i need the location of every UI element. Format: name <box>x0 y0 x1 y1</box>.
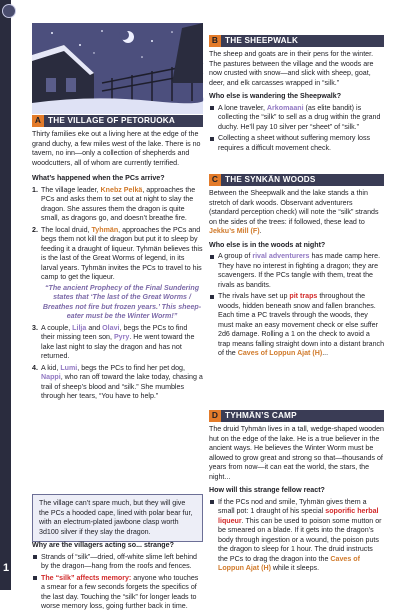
snowy-village-illustration <box>32 23 203 114</box>
section-c-body <box>209 189 384 361</box>
section-title: THE SHEEPWALK <box>225 35 299 45</box>
npc-name: Olavi <box>102 323 120 332</box>
page-number: 1 <box>2 562 10 575</box>
section-intro: Between the Sheepwalk and the lake stands a thin stretch of dark woods. Observant adventurers (standard perception check) will note the “silk” strands on the sides of the trees: if followed, these lead to Jekku’s Mill (F). <box>209 189 379 235</box>
section-d-body <box>209 425 384 576</box>
section-a-followup <box>32 539 203 614</box>
list-item: 2. The local druid, Tyhmän, approaches the PCs and begs them not kill the dragon but put it to sleep by feeding it a draught of liqueur. Tyhmän believes this is the last of the Great Worms of legend, in its larval years. Tyhmän invites the PCs to travel to his camp to get the liqueur. “The ancient Prophecy of the Final Sundering states that ‘The last of the Great Worms / Breathes not fire but frozen years.’ This sheep-eater must be the Winter Worm!” <box>32 225 203 320</box>
section-letter-badge: B <box>209 35 221 47</box>
npc-name: Lilja <box>72 323 87 332</box>
npc-name: Nappi <box>41 373 61 381</box>
section-title: THE VILLAGE OF PETORUOKA <box>48 115 176 125</box>
compass-emblem-icon <box>2 4 16 18</box>
bullet-list <box>209 252 384 359</box>
section-a-body <box>32 130 203 404</box>
section-question: Who else is wandering the Sheepwalk? <box>209 92 342 100</box>
location-link[interactable]: Jekku’s Mill (F) <box>209 227 260 235</box>
section-title: TYHMÄN’S CAMP <box>225 410 297 420</box>
callout-box: The village can’t spare much, but they will give the PCs a hooded cape, lined with polar bear fur, with an electrum-plated jawbone clasp worth 3d100 silver if they slay the dragon. <box>32 494 203 542</box>
section-question: Why are the villagers acting so... strange? <box>32 541 174 549</box>
list-item: The “silk” affects memory: anyone who touches a smear for a few seconds forgets the specifics of the last day. Touching the “silk” for longer leads to worse memory loss, going further back in time. <box>32 574 203 612</box>
page-side-band <box>0 0 11 590</box>
section-b-body <box>209 50 384 155</box>
bullet-list <box>32 553 203 612</box>
list-item: 1. The village leader, Knebz Pelkä, approaches the PCs and asks them to set out at night to slay the dragon. She assures them the dragon is quite small, as dragons go, and doesn’t breathe fire. <box>32 185 196 222</box>
location-link[interactable]: Caves of Loppun Ajat (H) <box>237 349 323 357</box>
prophecy-quote: “The ancient Prophecy of the Final Sundering states that ‘The last of the Great Worms / Breathes not fire but frozen years.’ This sheep-eater must be the Winter Worm!” <box>42 283 202 320</box>
numbered-list <box>32 186 203 402</box>
section-intro: The druid Tyhmän lives in a tall, wedge-shaped wooden hut on the edge of the lake. He is a true believer in the ancient ways. He believes the Winter Worm must be allowed to grow great and strong so that—thousands of years from now—it can eat the world, the stars, the night... <box>209 425 384 481</box>
highlight-term: soporific herbal liqueur <box>218 507 379 525</box>
section-question: What’s happened when the PCs arrive? <box>32 174 165 182</box>
section-letter-badge: D <box>209 410 221 422</box>
section-header-a <box>32 115 203 127</box>
section-intro: The sheep and goats are in their pens for the winter. The pastures between the village and the woods are now crusted with snow—and slick with sheep, goat, deer, and elk carcasses wrapped in “silk.” <box>209 50 374 87</box>
npc-name: Knebz Pelkä <box>100 185 143 194</box>
list-item: Strands of “silk”—dried, off-white slime left behind by the dragon—hang from the roofs and fences. <box>32 553 203 572</box>
list-item: 4. A kid, Lumi, begs the PCs to find her pet dog, Nappi, who ran off toward the lake today, chasing a trail of sheep’s blood and “silk.” She mumbles through her tears, “You have to help.” <box>32 363 203 400</box>
npc-name: Arkomaani <box>266 103 304 112</box>
list-item: 3. A couple, Lilja and Olavi, begs the PCs to find their missing teen son, Pyry. He went toward the lake last night to slay the dragon and has not returned. <box>32 323 195 360</box>
section-letter-badge: C <box>209 174 221 186</box>
npc-name: Pyry <box>113 333 130 341</box>
npc-name: Tyhmän <box>91 225 119 234</box>
bullet-list <box>209 498 384 574</box>
section-header-b <box>209 35 384 47</box>
location-link[interactable]: Caves of Loppun Ajat (H) <box>218 554 360 572</box>
bullet-list <box>209 104 384 154</box>
section-title: THE SYNKÄN WOODS <box>225 174 316 184</box>
list-item: If the PCs nod and smile, Tyhmän gives them a small pot: 1 draught of his special soporific herbal liqueur. This can be used to poison some mutton or be smeared on a blade. If it gets into the dragon’s body through ingestion or a wound, the poison puts the dragon to sleep for 1 hour. The druid instructs the PCs to drag the dragon into the Caves of Loppun Ajat (H) while it sleeps. <box>209 498 384 574</box>
list-item: A group of rival adventurers has made camp here. They have no interest in fighting a dragon; they are scavengers. If the PCs tangle with them, treat the rivals as bandits. <box>209 252 384 290</box>
section-intro: Thirty families eke out a living here at the edge of the grand duchy, a few miles west of the lake. There is no tavern, no inn—only a collection of shepherds and woodcutters, all of whom are currently terrified. <box>32 130 201 167</box>
section-question: Who else is in the woods at night? <box>209 240 326 249</box>
list-item: The rivals have set up pit traps throughout the woods, hidden beneath snow and fallen branches. Each time a PC travels through the woods, they must make an easy movement check or else suffer 2d6 damage. Rolling a 1 on the check to avoid a trap means falling straight down into a distant branch of the Caves of Loppun Ajat (H)... <box>209 292 384 359</box>
section-header-d <box>209 410 384 422</box>
highlight-term: The “silk” affects memory: <box>41 573 132 582</box>
highlight-term: pit traps <box>289 292 318 300</box>
npc-name: Lumi <box>60 363 78 372</box>
section-letter-badge: A <box>32 115 44 127</box>
section-question: How will this strange fellow react? <box>209 486 325 494</box>
list-item: A lone traveler, Arkomaani (as elite bandit) is collecting the “silk” to sell as a drug within the grand duchy. He’ll pay 10 silver per “sheet” of “silk.” <box>209 104 384 133</box>
section-header-c <box>209 174 384 186</box>
list-item: Collecting a sheet without suffering memory loss requires a difficult movement check. <box>209 134 384 153</box>
npc-name: rival adventurers <box>252 252 310 260</box>
